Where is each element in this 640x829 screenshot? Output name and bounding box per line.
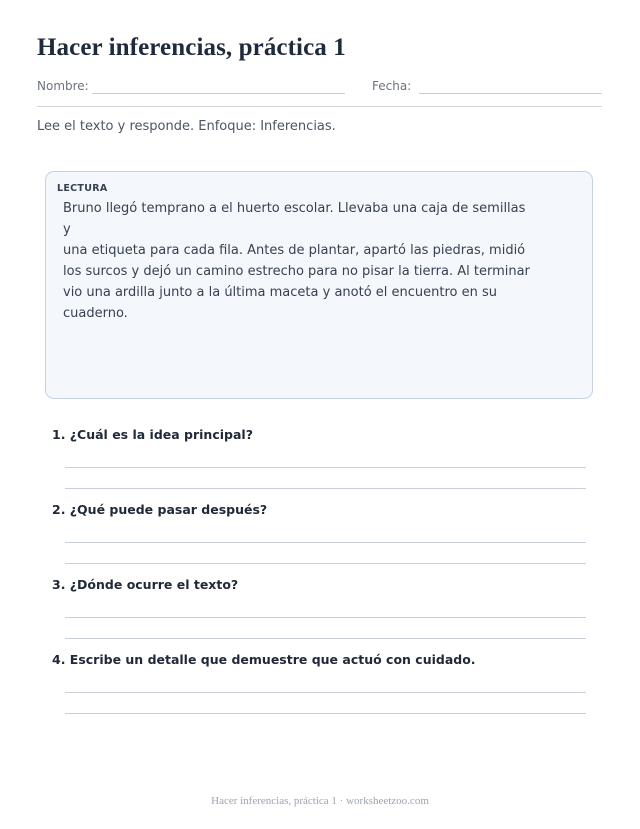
- reading-line: los surcos y dejó un camino estrecho para no pisar la tierra. Al terminar: [63, 264, 530, 279]
- answer-line[interactable]: [65, 713, 586, 714]
- header-divider: [37, 106, 602, 107]
- answer-line[interactable]: [65, 617, 586, 618]
- name-label: Nombre:: [37, 79, 89, 93]
- reading-line: Bruno llegó temprano a el huerto escolar. Llevaba una caja de semillas y: [63, 201, 526, 237]
- reading-text: [63, 198, 533, 324]
- reading-line: una etiqueta para cada fila. Antes de plantar, apartó las piedras, midió: [63, 243, 526, 258]
- answer-line[interactable]: [65, 542, 586, 543]
- reading-label: LECTURA: [57, 183, 108, 194]
- date-field[interactable]: [419, 93, 602, 94]
- date-label: Fecha:: [372, 79, 412, 93]
- question-text: 1. ¿Cuál es la idea principal?: [52, 427, 253, 442]
- question-1: [52, 427, 592, 442]
- question-3: [52, 577, 592, 592]
- page-footer: Hacer inferencias, práctica 1 · worksheetzoo.com: [211, 795, 429, 807]
- reading-line: cuaderno.: [63, 306, 128, 321]
- answer-line[interactable]: [65, 563, 586, 564]
- answer-line[interactable]: [65, 467, 586, 468]
- instructions: Lee el texto y responde. Enfoque: Inferencias.: [37, 119, 336, 134]
- reading-line: vio una ardilla junto a la última maceta y anotó el encuentro en su: [63, 285, 498, 300]
- reading-passage-box: [45, 171, 593, 399]
- question-text: 4. Escribe un detalle que demuestre que actuó con cuidado.: [52, 652, 476, 667]
- page-title: Hacer inferencias, práctica 1: [37, 34, 346, 61]
- answer-line[interactable]: [65, 692, 586, 693]
- name-field[interactable]: [92, 93, 345, 94]
- answer-line[interactable]: [65, 638, 586, 639]
- question-text: 2. ¿Qué puede pasar después?: [52, 502, 268, 517]
- question-2: [52, 502, 592, 517]
- question-text: 3. ¿Dónde ocurre el texto?: [52, 577, 239, 592]
- answer-line[interactable]: [65, 488, 586, 489]
- student-info-row: [37, 79, 602, 97]
- question-4: [52, 652, 592, 667]
